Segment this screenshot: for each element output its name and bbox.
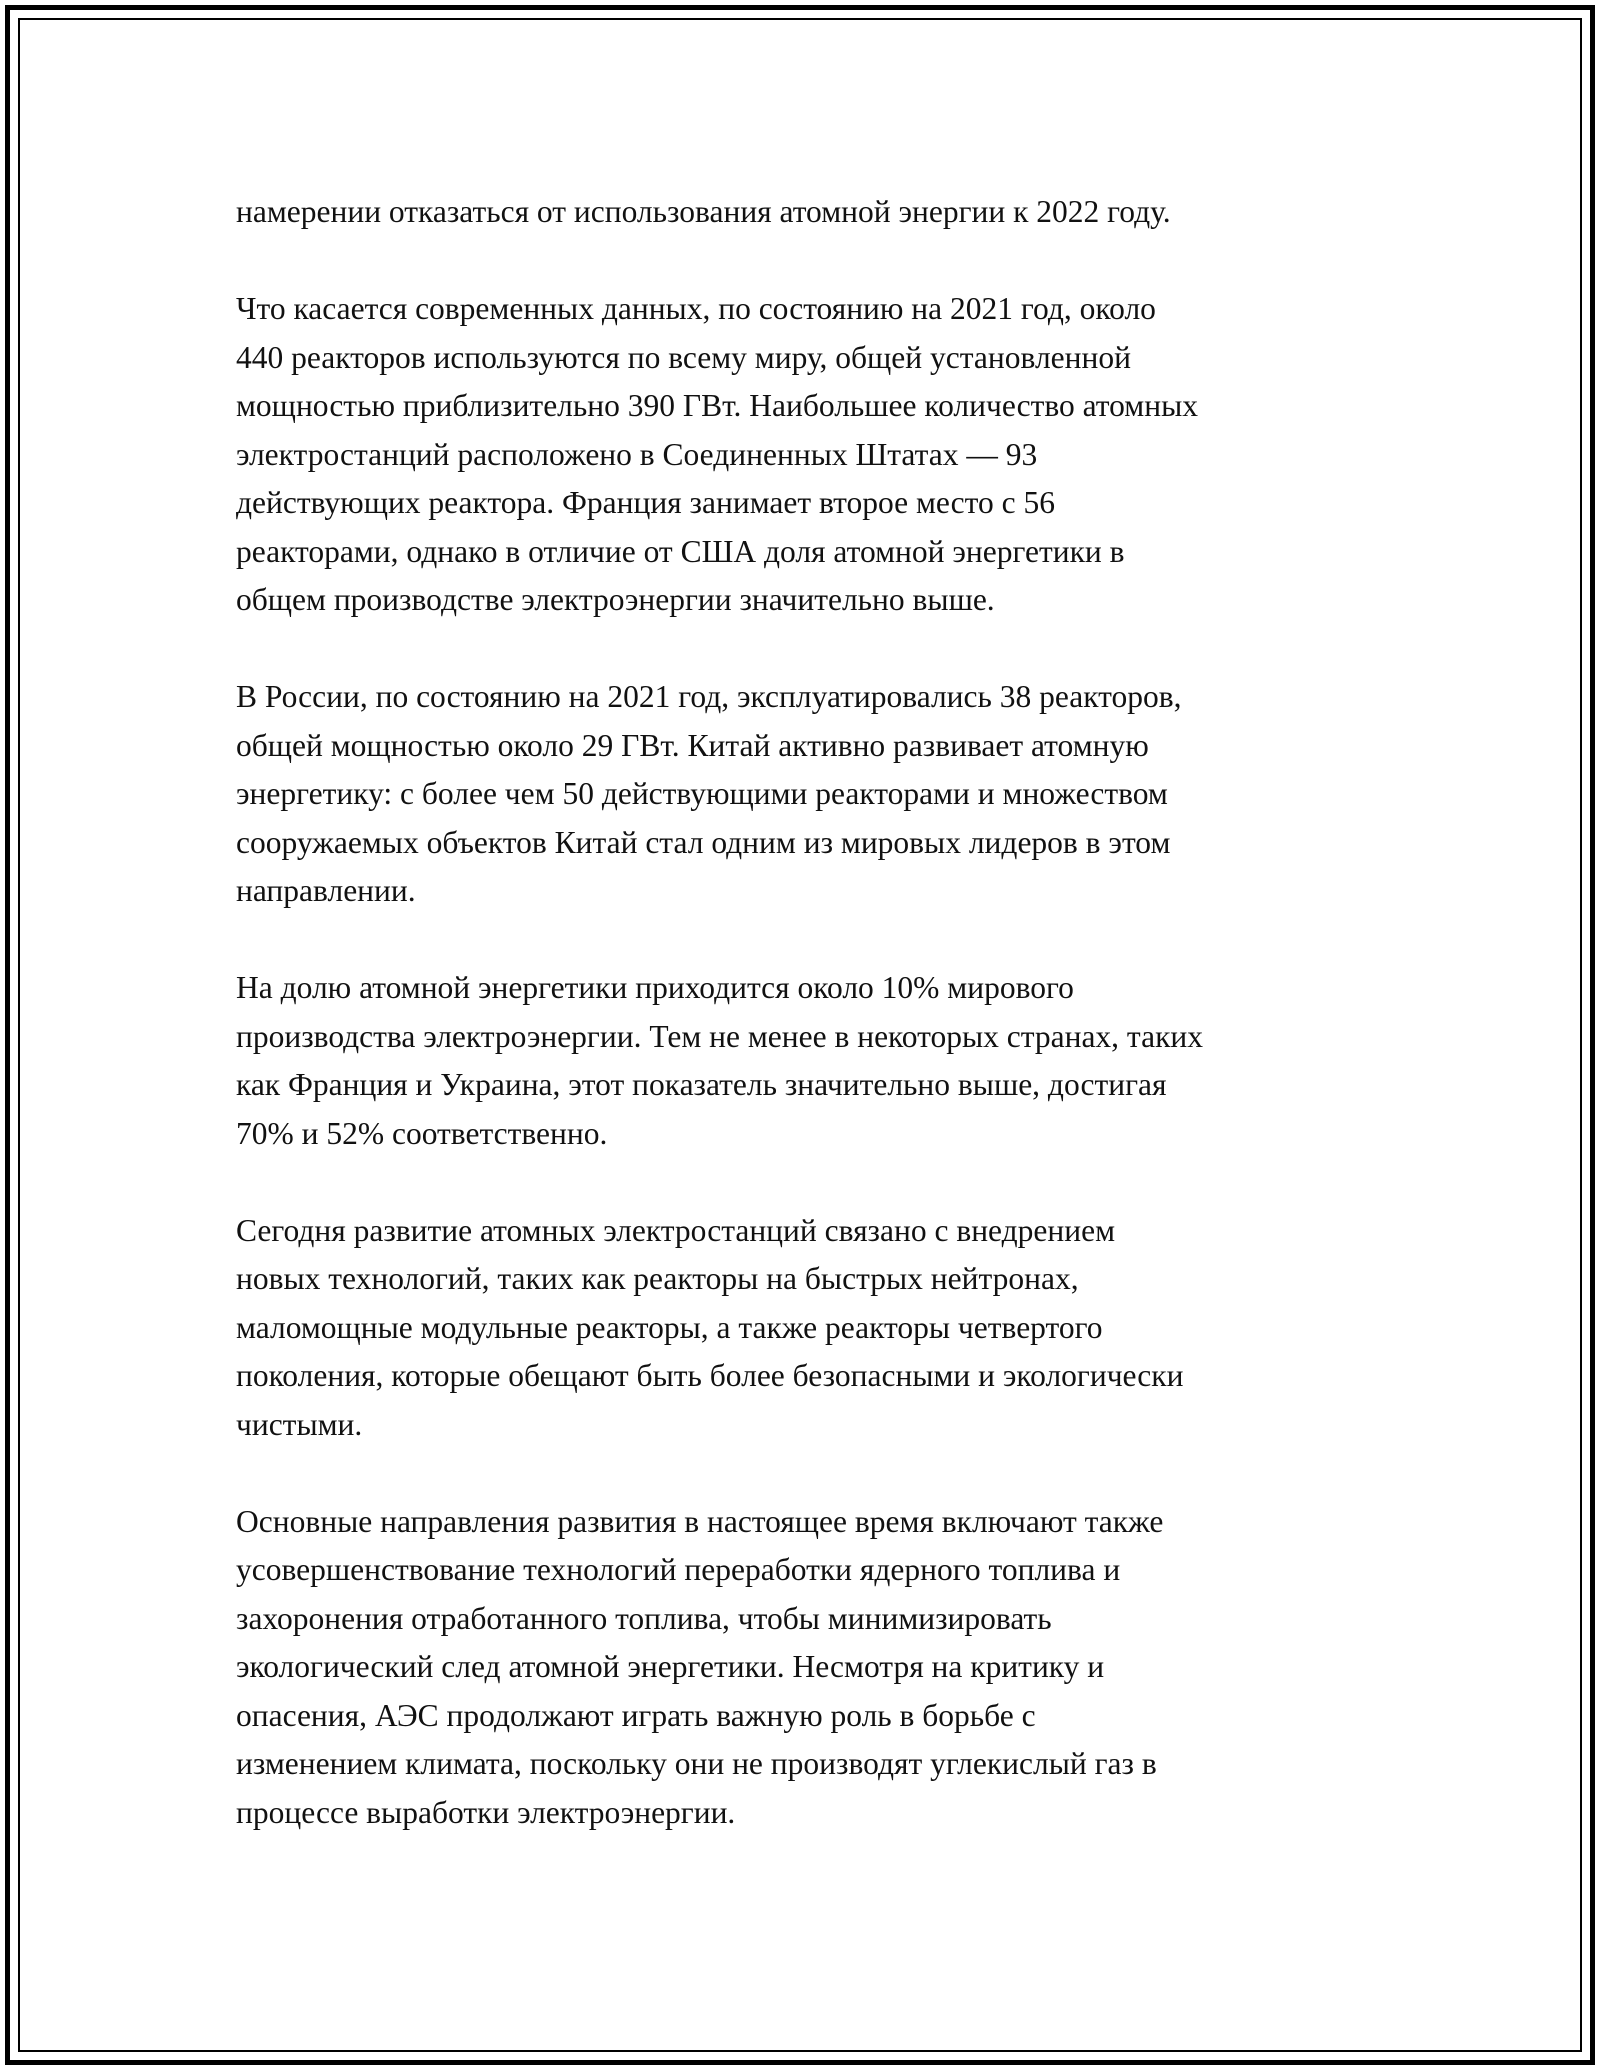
paragraph-6: Основные направления развития в настоящее время включают также усовершенствование технологий переработки ядерного топлива и захоронения отработанного топлива, чтобы минимизировать экологический след атомной энергетики. Несмотря на критику и опасения, АЭС продолжают играть важную роль в борьбе с изменением климата, поскольку они не производят углекислый газ в процессе выработки электроэнергии. — [236, 1503, 1164, 1830]
paragraph-4: На долю атомной энергетики приходится около 10% мирового производства электроэнергии. Тем не менее в некоторых странах, таких как Франция и Украина, этот показатель значительно выше, достигая 70% и 52% соответственно. — [236, 970, 1203, 1151]
document-body — [236, 188, 1376, 1886]
paragraph-3: В России, по состоянию на 2021 год, эксплуатировались 38 реакторов, общей мощностью около 29 ГВт. Китай активно развивает атомную энергетику: с более чем 50 действующими реакторами и множеством сооружаемых объектов Китай стал одним из мировых лидеров в этом направлении. — [236, 679, 1182, 908]
paragraph-2: Что касается современных данных, по состоянию на 2021 год, около 440 реакторов используются по всему миру, общей установленной мощностью приблизительно 390 ГВт. Наибольшее количество атомных электростанций расположено в Соединенных Штатах — 93 действующих реактора. Франция занимает второе место с 56 реакторами, однако в отличие от США доля атомной энергетики в общем производстве электроэнергии значительно выше. — [236, 291, 1198, 617]
paragraph-1: намерении отказаться от использования атомной энергии к 2022 году. — [236, 194, 1171, 229]
paragraph-5: Сегодня развитие атомных электростанций связано с внедрением новых технологий, таких как реакторы на быстрых нейтронах, маломощные модульные реакторы, а также реакторы четвертого поколения, которые обещают быть более безопасными и экологически чистыми. — [236, 1212, 1184, 1442]
